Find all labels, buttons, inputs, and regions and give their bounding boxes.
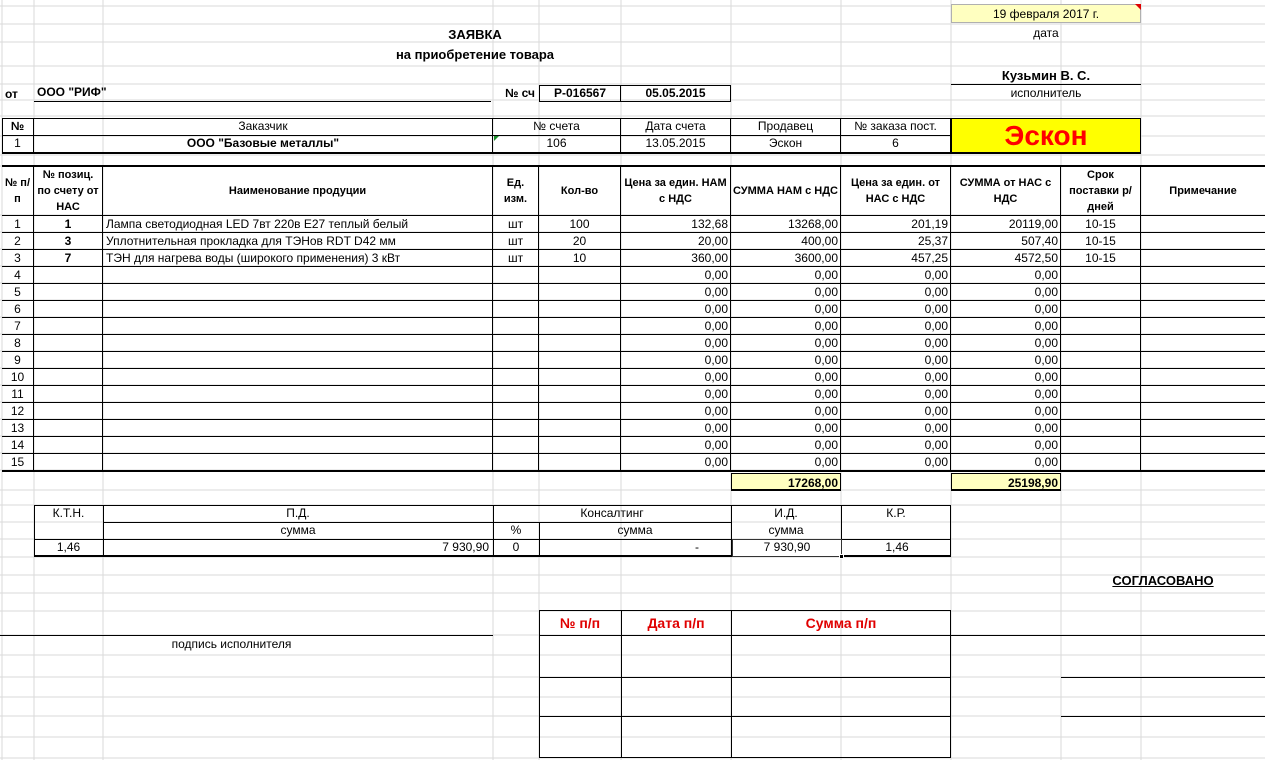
cell-sum-nas[interactable]: 0,00	[951, 335, 1061, 352]
cell-delivery[interactable]	[1061, 437, 1141, 454]
cell-unit[interactable]	[493, 352, 539, 369]
cell-unit[interactable]	[493, 284, 539, 301]
items-header-note: Примечание	[1169, 185, 1237, 197]
cell-price-nam[interactable]: 0,00	[621, 267, 731, 284]
summary-ktn-value[interactable]: 1,46	[56, 540, 81, 554]
payment-table-border	[539, 610, 951, 758]
cell-pos[interactable]	[34, 386, 103, 403]
payment-header-num: № п/п	[559, 615, 601, 631]
from-label: от	[5, 87, 18, 101]
date-cell[interactable]: 19 февраля 2017 г.	[951, 4, 1141, 23]
items-header-qty: Кол-во	[539, 167, 621, 215]
cell-qty[interactable]	[539, 335, 621, 352]
cell-qty[interactable]	[539, 454, 621, 471]
cell-qty[interactable]	[539, 437, 621, 454]
cell-price-nam[interactable]: 0,00	[621, 403, 731, 420]
cell-delivery[interactable]	[1061, 284, 1141, 301]
items-header-price-nam: Цена за един. НАМ с НДС	[621, 167, 731, 215]
cell-delivery[interactable]	[1061, 454, 1141, 471]
cell-qty[interactable]: 100	[539, 216, 621, 233]
summary-kr-label: К.Р.	[886, 506, 906, 520]
cell-delivery[interactable]: 10-15	[1061, 233, 1141, 250]
cell-note[interactable]	[1141, 284, 1265, 301]
payment-v2	[731, 610, 732, 758]
cell-pos[interactable]	[34, 454, 103, 471]
cell-sum-nam[interactable]: 0,00	[731, 318, 841, 335]
cell-price-nas[interactable]: 25,37	[841, 233, 951, 250]
from-company[interactable]: ООО "РИФ"	[37, 85, 107, 99]
cell-sum-nam[interactable]: 0,00	[731, 284, 841, 301]
from-underline	[34, 101, 491, 102]
signature-label: подпись исполнителя	[171, 637, 292, 651]
cell-delivery[interactable]	[1061, 318, 1141, 335]
cell-sum-nam[interactable]: 400,00	[731, 233, 841, 250]
payment-h2	[539, 677, 951, 678]
payment-h3	[539, 716, 951, 717]
cell-num[interactable]: 6	[2, 301, 34, 318]
cell-unit[interactable]	[493, 301, 539, 318]
summary-id-label: И.Д.	[774, 506, 798, 520]
items-header-name: Наименование продуции	[103, 167, 493, 215]
cell-price-nas[interactable]: 0,00	[841, 318, 951, 335]
order-value-supplier-order[interactable]: 6	[892, 136, 899, 150]
order-value-invoice-date[interactable]: 13.05.2015	[621, 136, 731, 153]
cell-price-nas[interactable]: 0,00	[841, 352, 951, 369]
cell-price-nas[interactable]: 0,00	[841, 386, 951, 403]
cell-unit[interactable]	[493, 335, 539, 352]
cell-num[interactable]: 7	[2, 318, 34, 335]
cell-name[interactable]	[103, 369, 493, 386]
cell-sum-nam[interactable]: 0,00	[731, 352, 841, 369]
cell-pos[interactable]	[34, 267, 103, 284]
cell-sum-nam[interactable]: 0,00	[731, 437, 841, 454]
cell-note[interactable]	[1141, 386, 1265, 403]
cell-qty[interactable]	[539, 352, 621, 369]
cell-unit[interactable]: шт	[493, 233, 539, 250]
cell-sum-nas[interactable]: 4572,50	[951, 250, 1061, 267]
cell-price-nas[interactable]: 0,00	[841, 454, 951, 471]
payment-h1	[539, 635, 951, 636]
cell-name[interactable]	[103, 386, 493, 403]
cell-sum-nas[interactable]: 0,00	[951, 420, 1061, 437]
items-header-delivery: Срок поставки р/дней	[1061, 167, 1141, 215]
cell-delivery[interactable]: 10-15	[1061, 250, 1141, 267]
cell-num[interactable]: 10	[2, 369, 34, 386]
cell-delivery[interactable]	[1061, 301, 1141, 318]
page-subtitle: на приобретение товара	[395, 47, 555, 62]
order-header-invoice-date: Дата счета	[621, 119, 731, 135]
cell-unit[interactable]	[493, 403, 539, 420]
cell-price-nam[interactable]: 0,00	[621, 301, 731, 318]
cell-num[interactable]: 2	[2, 233, 34, 250]
cell-unit[interactable]	[493, 454, 539, 471]
seller-highlight[interactable]: Эскон	[951, 118, 1141, 154]
executor-label: исполнитель	[1010, 86, 1082, 100]
total-nam[interactable]: 17268,00	[731, 473, 841, 491]
cell-price-nas[interactable]: 201,19	[841, 216, 951, 233]
cell-sum-nas[interactable]: 0,00	[951, 267, 1061, 284]
cell-delivery[interactable]	[1061, 335, 1141, 352]
executor-underline	[951, 84, 1141, 85]
payment-v1	[621, 610, 622, 758]
cell-pos[interactable]	[34, 284, 103, 301]
order-value-seller[interactable]: Эскон	[731, 136, 841, 153]
summary-id-sub: сумма	[768, 523, 804, 537]
cell-num[interactable]: 4	[2, 267, 34, 284]
invoice-number[interactable]: Р-016567	[539, 85, 621, 102]
cell-price-nam[interactable]: 0,00	[621, 284, 731, 301]
order-value-invoice[interactable]: 106	[493, 136, 621, 153]
summary-consult-pct-value[interactable]: 0	[512, 540, 520, 554]
cell-price-nam[interactable]: 0,00	[621, 437, 731, 454]
cell-sum-nam[interactable]: 0,00	[731, 335, 841, 352]
comment-indicator-icon	[1135, 4, 1141, 10]
cell-num[interactable]: 8	[2, 335, 34, 352]
cell-sum-nas[interactable]: 0,00	[951, 318, 1061, 335]
cell-name[interactable]: Лампа светодиодная LED 7вт 220в Е27 теплый белый	[103, 216, 493, 233]
cell-qty[interactable]: 10	[539, 250, 621, 267]
cell-sum-nas[interactable]: 507,40	[951, 233, 1061, 250]
cell-unit[interactable]	[493, 318, 539, 335]
cell-sum-nam[interactable]: 13268,00	[731, 216, 841, 233]
cell-name[interactable]	[103, 420, 493, 437]
approval-line-3	[1061, 716, 1265, 717]
cell-price-nam[interactable]: 0,00	[621, 352, 731, 369]
cell-delivery[interactable]	[1061, 352, 1141, 369]
cell-price-nas[interactable]: 0,00	[841, 267, 951, 284]
cell-delivery[interactable]: 10-15	[1061, 216, 1141, 233]
cell-qty[interactable]	[539, 318, 621, 335]
order-header-num: №	[2, 119, 34, 135]
cell-num[interactable]: 5	[2, 284, 34, 301]
cell-name[interactable]	[103, 284, 493, 301]
payment-header-sum: Сумма п/п	[805, 615, 877, 631]
cell-delivery[interactable]	[1061, 267, 1141, 284]
cell-pos[interactable]	[34, 352, 103, 369]
cell-price-nas[interactable]: 0,00	[841, 284, 951, 301]
cell-sum-nas[interactable]: 0,00	[951, 369, 1061, 386]
cell-qty[interactable]	[539, 386, 621, 403]
cell-qty[interactable]	[539, 267, 621, 284]
cell-delivery[interactable]	[1061, 403, 1141, 420]
cell-unit[interactable]	[493, 420, 539, 437]
cell-price-nam[interactable]: 0,00	[621, 386, 731, 403]
order-header-seller: Продавец	[731, 119, 841, 135]
cell-sum-nam[interactable]: 0,00	[731, 369, 841, 386]
summary-ktn-label: К.Т.Н.	[52, 506, 85, 520]
order-value-num[interactable]: 1	[2, 136, 34, 153]
cell-pos[interactable]: 1	[34, 216, 103, 233]
cell-note[interactable]	[1141, 369, 1265, 386]
cell-unit[interactable]	[493, 437, 539, 454]
cell-pos[interactable]	[34, 403, 103, 420]
cell-pos[interactable]	[34, 369, 103, 386]
summary-consult-sum-value[interactable]: -	[695, 540, 699, 554]
cell-note[interactable]	[1141, 352, 1265, 369]
cell-num[interactable]: 13	[2, 420, 34, 437]
order-value-customer[interactable]: ООО "Базовые металлы"	[34, 136, 493, 153]
cell-num[interactable]: 12	[2, 403, 34, 420]
cell-pos[interactable]	[34, 437, 103, 454]
cell-price-nam[interactable]: 0,00	[621, 335, 731, 352]
cell-qty[interactable]	[539, 369, 621, 386]
cell-note[interactable]	[1141, 318, 1265, 335]
cell-qty[interactable]: 20	[539, 233, 621, 250]
summary-id-value[interactable]: 7 930,90	[732, 539, 842, 557]
items-bottom-rule	[2, 470, 1265, 472]
order-header-customer: Заказчик	[34, 119, 493, 135]
cell-name[interactable]	[103, 437, 493, 454]
green-marker-icon	[494, 136, 499, 141]
cell-qty[interactable]	[539, 284, 621, 301]
cell-name[interactable]	[103, 454, 493, 471]
cell-pos[interactable]	[34, 335, 103, 352]
cell-sum-nas[interactable]: 0,00	[951, 284, 1061, 301]
cell-note[interactable]	[1141, 267, 1265, 284]
cell-pos[interactable]: 3	[34, 233, 103, 250]
cell-sum-nas[interactable]: 0,00	[951, 352, 1061, 369]
cell-pos[interactable]: 7	[34, 250, 103, 267]
approval-line-1	[951, 635, 1265, 636]
cell-note[interactable]	[1141, 420, 1265, 437]
cell-qty[interactable]	[539, 301, 621, 318]
cell-unit[interactable]: шт	[493, 250, 539, 267]
total-nas[interactable]: 25198,90	[951, 473, 1061, 491]
executor-name[interactable]: Кузьмин В. С.	[1001, 68, 1091, 83]
cell-delivery[interactable]	[1061, 386, 1141, 403]
cell-price-nas[interactable]: 0,00	[841, 420, 951, 437]
items-header-sum-nas: СУММА от НАС с НДС	[951, 167, 1061, 215]
cell-note[interactable]	[1141, 233, 1265, 250]
signature-line	[0, 635, 493, 636]
cell-note[interactable]	[1141, 301, 1265, 318]
invoice-label: № сч	[504, 86, 535, 100]
cell-price-nas[interactable]: 0,00	[841, 335, 951, 352]
cell-qty[interactable]	[539, 420, 621, 437]
cell-price-nam[interactable]: 132,68	[621, 216, 731, 233]
cell-price-nam[interactable]: 360,00	[621, 250, 731, 267]
cell-note[interactable]	[1141, 250, 1265, 267]
cell-num[interactable]: 9	[2, 352, 34, 369]
summary-consult-pct-label: %	[510, 523, 522, 537]
cell-name[interactable]	[103, 267, 493, 284]
cell-pos[interactable]	[34, 318, 103, 335]
approval-line-2	[1061, 677, 1265, 678]
cell-num[interactable]: 15	[2, 454, 34, 471]
cell-price-nam[interactable]: 0,00	[621, 318, 731, 335]
cell-sum-nas[interactable]: 0,00	[951, 301, 1061, 318]
cell-sum-nas[interactable]: 20119,00	[951, 216, 1061, 233]
summary-consult-sum-label: сумма	[617, 523, 653, 537]
items-header-num: № п/п	[2, 167, 34, 215]
items-header-price-nas: Цена за един. от НАС с НДС	[841, 167, 951, 215]
cell-name[interactable]	[103, 318, 493, 335]
cell-note[interactable]	[1141, 454, 1265, 471]
page-title: ЗАЯВКА	[448, 27, 502, 42]
cell-sum-nam[interactable]: 0,00	[731, 420, 841, 437]
summary-consult-label: Консалтинг	[580, 506, 644, 520]
cell-sum-nam[interactable]: 0,00	[731, 403, 841, 420]
cell-qty[interactable]	[539, 403, 621, 420]
cell-pos[interactable]	[34, 420, 103, 437]
cell-price-nam[interactable]: 20,00	[621, 233, 731, 250]
cell-price-nam[interactable]: 0,00	[621, 420, 731, 437]
cell-delivery[interactable]	[1061, 369, 1141, 386]
cell-price-nam[interactable]: 0,00	[621, 369, 731, 386]
cell-name[interactable]: ТЭН для нагрева воды (широкого применения) 3 кВт	[103, 250, 493, 267]
date-label: дата	[1033, 26, 1059, 40]
cell-note[interactable]	[1141, 403, 1265, 420]
summary-kr-value[interactable]: 1,46	[885, 540, 909, 554]
cell-name[interactable]	[103, 403, 493, 420]
cell-price-nas[interactable]: 0,00	[841, 403, 951, 420]
cell-sum-nam[interactable]: 3600,00	[731, 250, 841, 267]
cell-num[interactable]: 1	[2, 216, 34, 233]
cell-delivery[interactable]	[1061, 420, 1141, 437]
approved-label: СОГЛАСОВАНО	[1112, 573, 1214, 588]
summary-pd-sub: сумма	[280, 523, 316, 537]
cell-name[interactable]	[103, 352, 493, 369]
cell-note[interactable]	[1141, 216, 1265, 233]
cell-price-nas[interactable]: 0,00	[841, 369, 951, 386]
cell-sum-nas[interactable]: 0,00	[951, 403, 1061, 420]
cell-sum-nas[interactable]: 0,00	[951, 386, 1061, 403]
payment-header-date: Дата п/п	[647, 615, 705, 631]
cell-sum-nam[interactable]: 0,00	[731, 267, 841, 284]
cell-price-nas[interactable]: 457,25	[841, 250, 951, 267]
invoice-date[interactable]: 05.05.2015	[620, 85, 731, 102]
cell-unit[interactable]: шт	[493, 216, 539, 233]
cell-sum-nas[interactable]: 0,00	[951, 437, 1061, 454]
cell-name[interactable]: Уплотнительная прокладка для ТЭНов RDT D42 мм	[103, 233, 493, 250]
cell-num[interactable]: 3	[2, 250, 34, 267]
summary-pd-label: П.Д.	[286, 506, 310, 520]
cell-unit[interactable]	[493, 369, 539, 386]
cell-note[interactable]	[1141, 437, 1265, 454]
items-header-unit: Ед. изм.	[493, 167, 539, 215]
items-header-pos: № позиц. по счету от НАС	[34, 167, 103, 215]
items-header-sum-nam: СУММА НАМ с НДС	[731, 167, 841, 215]
order-header-supplier-order: № заказа пост.	[854, 119, 937, 133]
cell-name[interactable]	[103, 301, 493, 318]
cell-sum-nam[interactable]: 0,00	[731, 301, 841, 318]
cell-price-nas[interactable]: 0,00	[841, 437, 951, 454]
summary-pd-value[interactable]: 7 930,90	[442, 540, 489, 554]
cell-price-nas[interactable]: 0,00	[841, 301, 951, 318]
cell-name[interactable]	[103, 335, 493, 352]
cell-sum-nam[interactable]: 0,00	[731, 454, 841, 471]
cell-sum-nam[interactable]: 0,00	[731, 386, 841, 403]
cell-unit[interactable]	[493, 386, 539, 403]
cell-price-nam[interactable]: 0,00	[621, 454, 731, 471]
cell-sum-nas[interactable]: 0,00	[951, 454, 1061, 471]
cell-pos[interactable]	[34, 301, 103, 318]
order-header-invoice: № счета	[493, 119, 621, 135]
cell-note[interactable]	[1141, 335, 1265, 352]
cell-num[interactable]: 14	[2, 437, 34, 454]
cell-unit[interactable]	[493, 267, 539, 284]
cell-num[interactable]: 11	[2, 386, 34, 403]
